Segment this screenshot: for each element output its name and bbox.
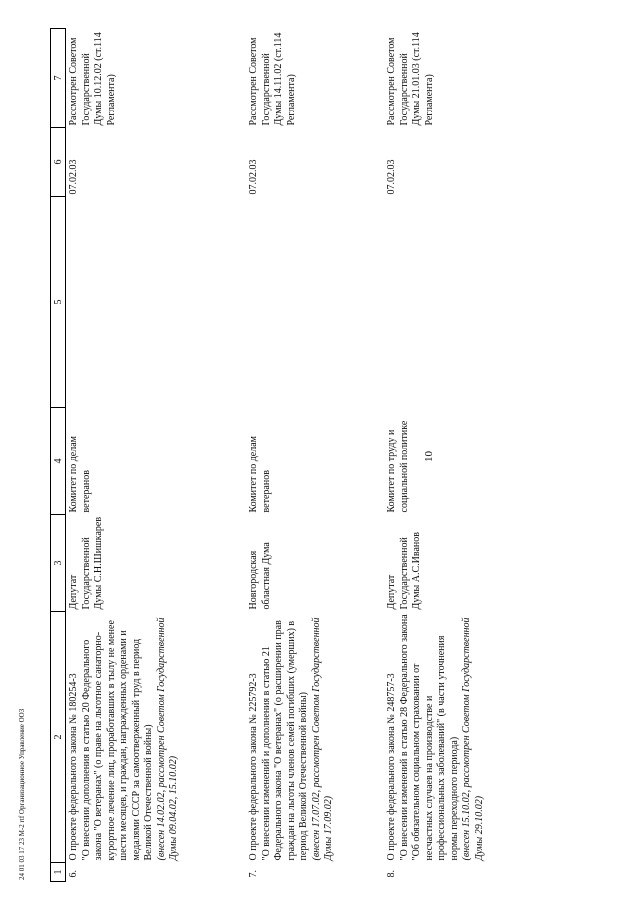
header-col-6: 6 <box>51 128 66 197</box>
bill-description <box>246 612 384 863</box>
bill-col5 <box>384 197 486 408</box>
bill-text: "О внесении дополнения в статью 20 Федерального закона "О ветеранах" (о праве на льготное санаторно-курортное лечение лиц, проработавших в тылу не менее шести месяцев, и граждан, награжденных орденами и медалями СССР за самоотверженный труд в период Великой Отечественной войны) <box>80 620 154 861</box>
bill-committee: Комитет по труду и социальной политике <box>386 420 410 513</box>
bill-date: 07.02.03 <box>68 159 79 195</box>
bill-note: (внесен 14.02.02, рассмотрен Советом Государственной Думы 09.04.02, 15.10.02) <box>155 617 179 861</box>
bill-col5 <box>246 197 384 408</box>
bill-text: "О внесении изменений и дополнения в статью 21 Федерального закона "О ветеранах" (о расширении прав граждан на льготы членов семей погибших (умерших) в период Великой Отечественной войны) <box>260 620 309 861</box>
bill-author: Депутат Государственной Думы С.Н.Шишкарев <box>68 516 104 610</box>
table-row <box>66 29 247 882</box>
bill-author: Новгородская областная Дума <box>248 542 272 610</box>
bill-title: О проекте федерального закона № 248757-3 <box>386 673 397 861</box>
row-number: 7. <box>248 870 259 878</box>
row-number: 6. <box>68 870 79 878</box>
rotated-table-wrapper <box>50 32 485 882</box>
bill-status: Рассмотрен Советом Государственной Думы 10.12.02 (ст.114 Регламента) <box>68 32 117 126</box>
bill-status: Рассмотрен Советом Государственной Думы 21.01.03 (ст.114 Регламента) <box>386 32 435 126</box>
bill-status: Рассмотрен Советом Государственной Думы 14.11.02 (ст.114 Регламента) <box>248 32 297 126</box>
table-row <box>384 29 486 882</box>
header-col-7: 7 <box>51 29 66 128</box>
bill-note: (внесен 15.10.02, рассмотрен Советом Государственной Думы 29.10.02) <box>461 617 485 861</box>
page-number: 10 <box>423 451 435 462</box>
table-row <box>246 29 384 882</box>
bill-committee: Комитет по делам ветеранов <box>68 436 92 513</box>
bill-date: 07.02.03 <box>248 159 259 195</box>
bill-author: Депутат Государственной Думы А.С.Иванов <box>386 532 422 610</box>
bill-title: О проекте федерального закона № 180254-3 <box>68 673 79 861</box>
bill-col5 <box>66 197 247 408</box>
row-number: 8. <box>386 870 397 878</box>
footer-code: 24 01 03 17 23 M-2 rtf Организационное Управление ООЗ <box>18 708 26 880</box>
bill-committee: Комитет по делам ветеранов <box>248 436 272 513</box>
bill-text: "О внесении изменений в статью 28 Федерального закона "Об обязательном социальном страховании от несчастных случаев на производстве и профессиональных заболеваний" (в части уточнения нормы переходного периода) <box>398 614 460 861</box>
bill-date: 07.02.03 <box>386 159 397 195</box>
header-col-3: 3 <box>51 515 66 612</box>
bills-table <box>50 28 486 882</box>
bill-note: (внесен 17.07.02, рассмотрен Советом Государственной Думы 17.09.02) <box>310 617 334 861</box>
bill-title: О проекте федерального закона № 225792-3 <box>248 673 259 861</box>
bill-description <box>384 612 486 863</box>
header-col-1: 1 <box>51 863 66 882</box>
bill-description <box>66 612 247 863</box>
table-header-row <box>51 29 66 882</box>
header-col-5: 5 <box>51 197 66 408</box>
header-col-4: 4 <box>51 408 66 515</box>
header-col-2: 2 <box>51 612 66 863</box>
